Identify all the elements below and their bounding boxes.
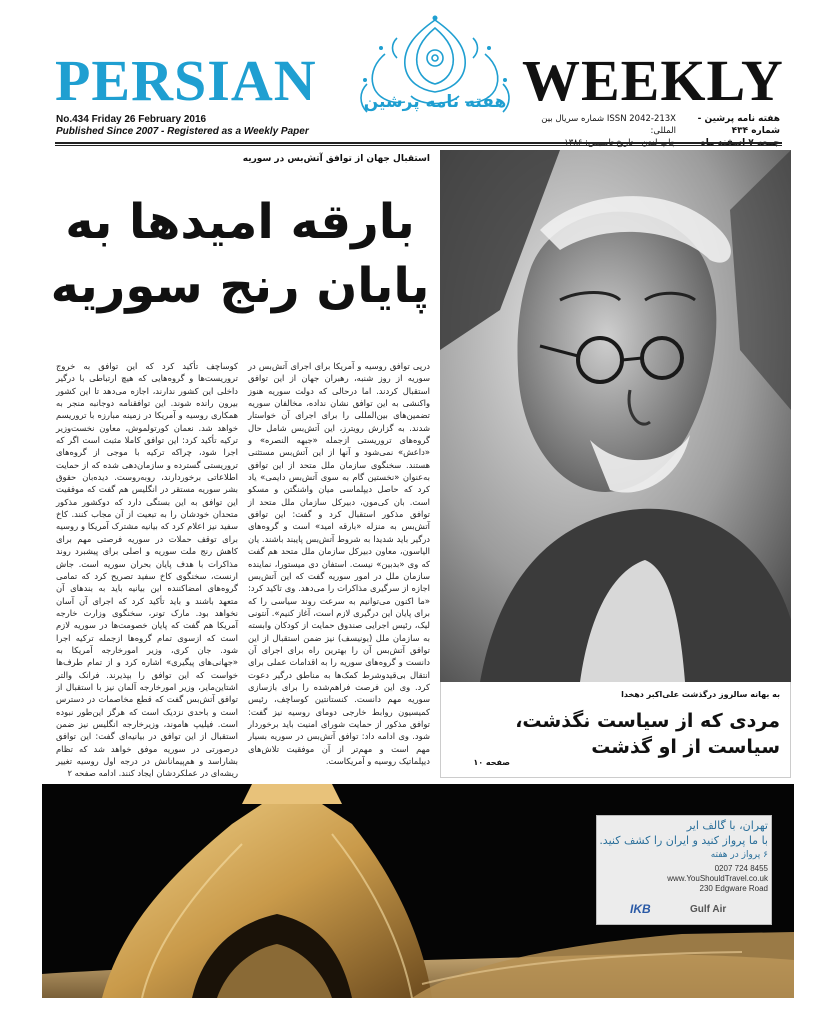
brand-persian: PERSIAN: [55, 48, 317, 113]
ad-address: 230 Edgware Road: [699, 884, 768, 893]
published-since-line: Published Since 2007 - Registered as a Weekly Paper: [56, 126, 309, 137]
issn-line: ISSN 2042-213X شماره سریال بین المللی:: [541, 114, 676, 136]
persian-issue-line: هفته نامه پرشین - شماره ۴۳۴: [697, 114, 780, 136]
feature-page-ref: صفحه ۱۰: [473, 758, 510, 767]
ad-website[interactable]: www.YouShouldTravel.co.uk: [667, 874, 768, 883]
feature-kicker: به بهانه سالروز درگذشت علی‌اکبر دهخدا: [621, 690, 780, 699]
ikb-logo: IKB: [630, 902, 651, 916]
ad-tagline: [598, 818, 768, 863]
issue-line: No.434 Friday 26 February 2016: [56, 114, 207, 125]
ad-line2: با ما پرواز کنید و ایران را کشف کنید.: [599, 834, 768, 847]
lead-column-right: درپی توافق روسیه و آمریکا برای اجرای آتش‌بس در سوریه از روز شنبه، رهبران جهان از این توافق استقبال کردند. اما درحالی که دولت سوریه هنوز واکنشی به این توافق نشان نداده، مخالفان سوریه تضمین‌های بین‌المللی را برای اجرای آن خواستار شدند. به گزارش رویترز، این آتش‌بس شامل حال گروه‌های تروریستی ازجمله «جبهه النصره» و «داعش» نمی‌شود و آنها از این آتش‌بس مستثنی هستند. سخنگوی سازمان ملل متحد از این توافق به‌عنوان «نخستین گام به سوی آتش‌بس دایمی» یاد کرد که حاصل دیپلماسی میان واشنگتن و مسکو است. بان کی‌مون، دبیرکل سازمان ملل متحد از توافق مذکور استقبال کرد و گفت: این توافق آتش‌بس به منزله «بارقه امید» است و گروه‌های درگیر باید شدیدا به شروط آتش‌بس پایبند باشند. یان الیاسون، معاون دبیرکل سازمان ملل متحد هم گفت که وی «بدبین» نیست. استفان دی میستورا، نماینده سازمان ملل در امور سوریه گفت که این آتش‌بس اجازه از سرگیری مذاکرات را می‌دهد. وی تاکید کرد: «ما اکنون می‌توانیم به سرعت روند سیاسی را که برای پایان این درگیری لازم است، آغاز کنیم». آنتونی لیک، رئیس اجرایی صندوق حمایت از کودکان وابسته به سازمان ملل (یونیسف) نیز ضمن استقبال از این توافق آتش‌بس آن را بهترین راه برای اجرای آن دانست و گروه‌های سوریه را به اقدامات عملی برای انتقال بی‌قیدوشرط کمک‌ها به مناطق درگیر دعوت کرد. وی این فرصت فراهم‌شده را برای بازسازی سوریه مهم دانست. کنستانتین کوساچف، رئیس کمیسیون روابط خارجی دومای روسیه نیز گفت: توافق مذکور از حمایت شورای امنیت باید برخوردار شود. وی ادامه داد: توافق آتش‌بس در سوریه بسیار مهم است و مهم‌تر از آن موفقیت تلاش‌های دیپلماتیک روسیه و آمریکاست.: [248, 361, 430, 766]
ad-phone-number[interactable]: 0207 724 8455: [714, 864, 768, 873]
brand-weekly: WEEKLY: [522, 48, 784, 113]
ad-line3: ۶ پرواز در هفته: [710, 850, 768, 860]
feature-portrait-photo: [440, 150, 791, 682]
feature-headline-line2: سیاست از او گذشت: [591, 736, 780, 758]
masthead-calligraphy: هفته نامه پرشین: [363, 92, 507, 112]
lead-headline-line2: پایان رنج سوریه: [50, 258, 430, 314]
lead-headline: [50, 190, 430, 318]
ad-line1: تهران، با گالف ایر: [686, 819, 768, 832]
ad-contact: [604, 864, 768, 894]
lead-column-left: کوساچف تأکید کرد که این توافق به خروج تروریست‌ها و گروه‌هایی که هیچ ارتباطی با درگیر داخلی این کشور ندارند، اجازه می‌دهد تا این کشور بیرون رانده شوند. این توافقنامه دوجانبه منجر به همکاری روسیه و آمریکا در زمینه مبارزه با تروریسم خواهد شد. نعمان کورتولموش، معاون نخست‌وزیر ترکیه تأکید کرد: این توافق کاملا مثبت است اگر که اجرا شود، چراکه ترکیه با موجی از گروه‌های تروریستی گسترده و سازمان‌دهی شده که از حمایت اطلاعاتی برخوردارند، روبه‌روست. دیده‌بان حقوق بشر سوریه مستقر در انگلیس هم گفت که موفقیت این توافق به این بستگی دارد که دوکشور مذکور متحدان خودشان را به تبعیت از آن مجاب کنند. کاخ سفید نیز اعلام کرد که بیانیه مشترک آمریکا و روسیه برای توقف حملات در سوریه فرصتی مهم برای کاهش رنج ملت سوریه و اصلی برای پیشبرد روند مذاکرات با هدف پایان بحران سوریه است. جاش ارنست، سخنگوی کاخ سفید تصریح کرد که تمامی گروه‌های امضاکننده این بیانیه باید به بندهای آن متعهد باشند و باید تأکید کرد که اجرای آن آسان نخواهد بود. مارک تونر، سخنگوی وزارت خارجه آمریکا هم گفت که پایان خصومت‌ها در سوریه لازم است که ازسوی تمام گروه‌ها ازجمله ترکیه اجرا شود. جان کری، وزیر امورخارجه آمریکا به «جهانی‌های پیگیری» اشاره کرد و از تمام طرف‌ها خواست که این توافق را بپذیرند. فرانک والتر اشتاین‌مایر، وزیر امورخارجه آلمان نیز با استقبال از توافق آتش‌بس گفت که قطع مخاصمات در دسترس است و باحدی نزدیک است که هرگز این‌طور نبوده است. فیلیپ هاموند، وزیرخارجه انگلیس نیز ضمن استقبال از این توافق در بیانیه‌ای گفت: این توافق درصورتی در سوریه موفق خواهد شد که تظام بشاراسد و هم‌پیمانانش در درجه اول روسیه تغییر ریشه‌ای در عملکردشان ایجاد کنند. ادامه صفحه ۲: [56, 361, 238, 779]
gulf-air-logo: Gulf Air: [690, 904, 727, 915]
lead-headline-line1: بارقه امیدها به: [65, 194, 415, 250]
masthead-rule: [55, 142, 782, 144]
portrait-illustration: [440, 150, 791, 682]
masthead-rule-thin: [55, 145, 782, 146]
issue-info-english: [56, 114, 309, 138]
feature-headline-line1: مردی که از سیاست نگذشت،: [515, 710, 780, 732]
masthead-persian: [55, 48, 317, 113]
feature-headline: [450, 708, 780, 760]
lead-kicker: استقبال جهان از توافق آتش‌بس در سوریه: [242, 154, 430, 164]
